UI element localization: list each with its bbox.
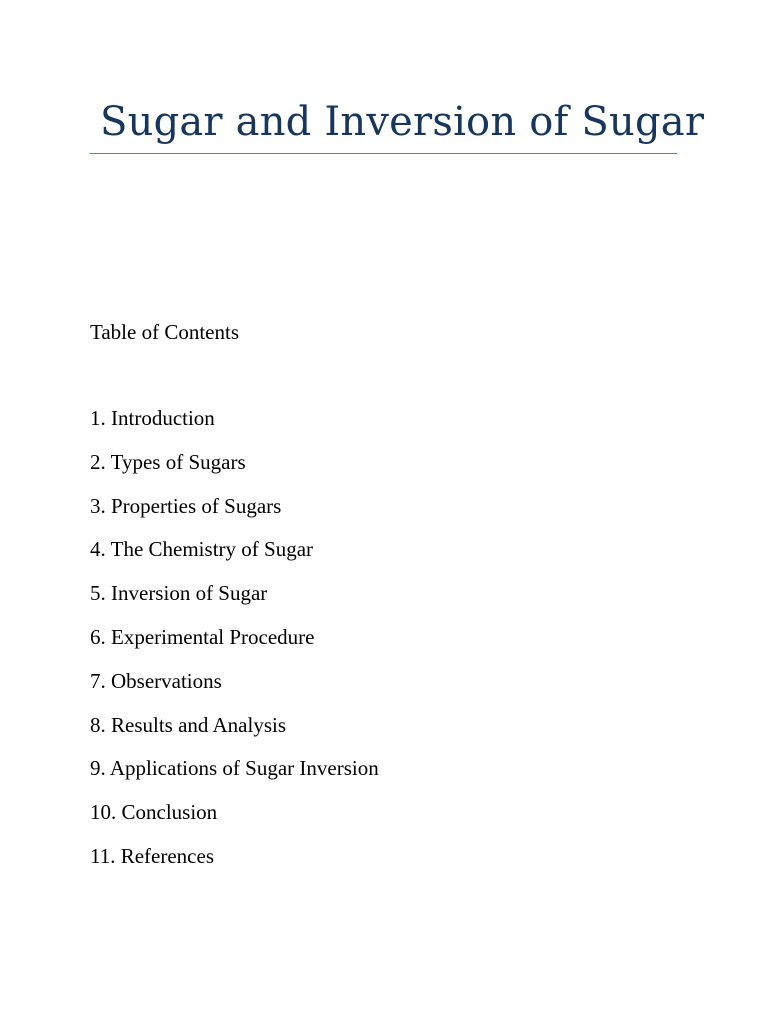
toc-item: 8. Results and Analysis: [90, 712, 287, 737]
toc-item: 7. Observations: [90, 668, 222, 693]
title-underline-rule: [90, 153, 677, 154]
toc-item: 5. Inversion of Sugar: [90, 581, 268, 606]
toc-item: 1. Introduction: [90, 406, 215, 430]
toc-item: 4. The Chemistry of Sugar: [90, 537, 314, 562]
table-of-contents-heading: Table of Contents: [90, 320, 239, 344]
toc-item: 10. Conclusion: [90, 800, 218, 825]
table-of-contents-list: [90, 404, 379, 886]
toc-item: 11. References: [90, 843, 214, 868]
document-title: Sugar and Inversion of Sugar: [100, 99, 705, 145]
toc-item: 2. Types of Sugars: [90, 449, 246, 474]
toc-item: 9. Applications of Sugar Inversion: [90, 756, 379, 781]
toc-item: 6. Experimental Procedure: [90, 624, 315, 649]
toc-item: 3. Properties of Sugars: [90, 493, 282, 518]
